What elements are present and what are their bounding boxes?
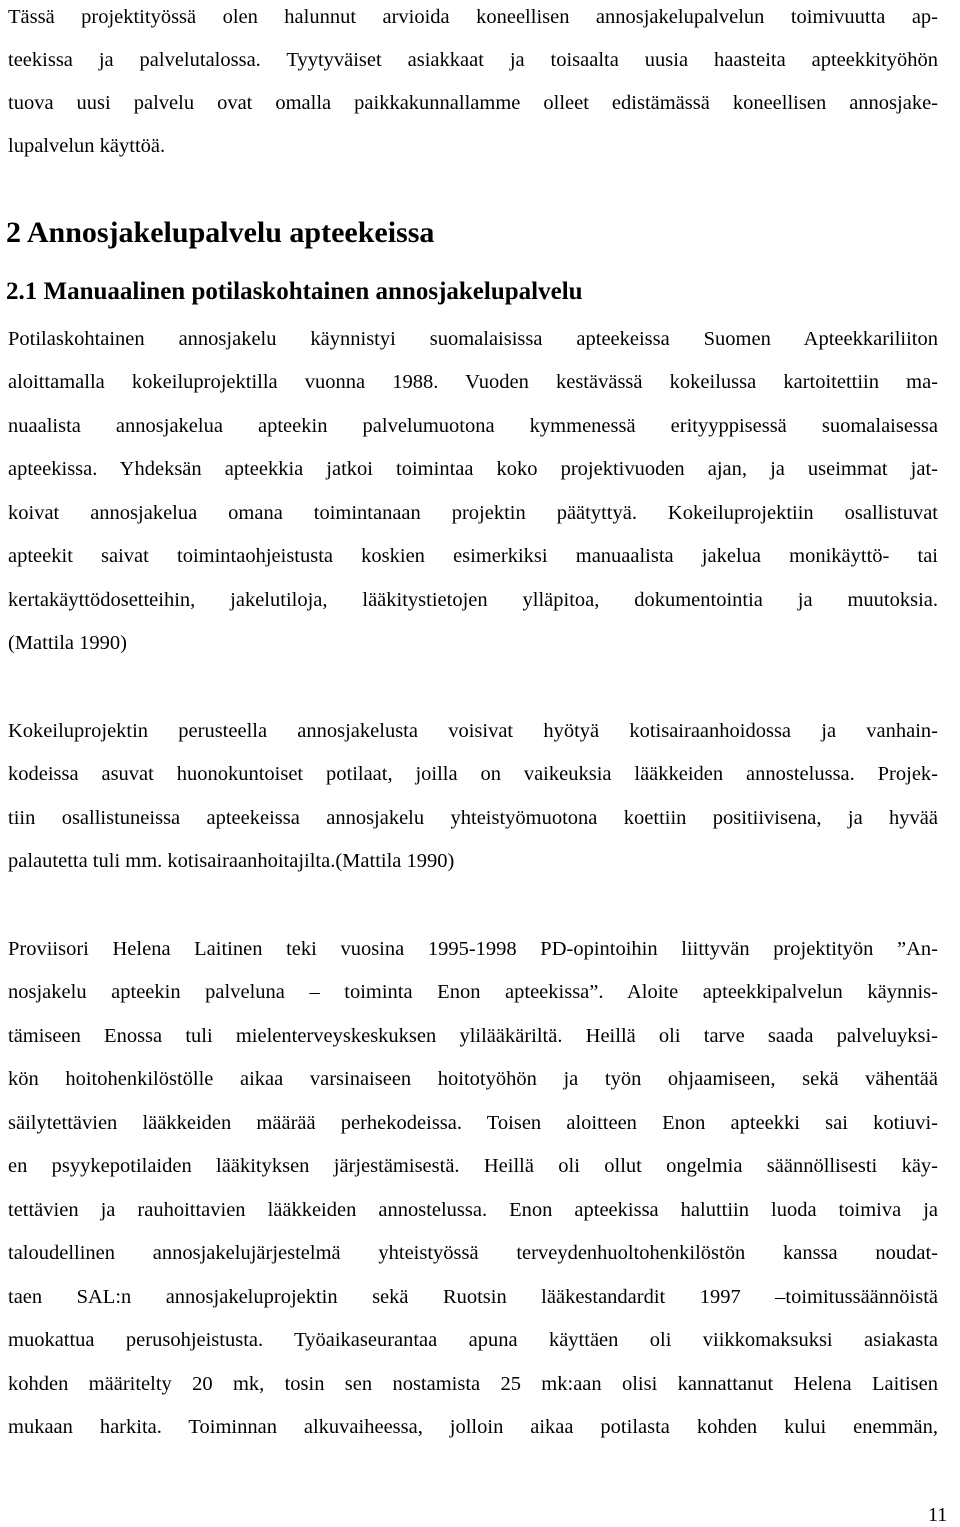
text-line: kertakäyttödosetteihin, jakelutiloja, lääkitystietojen ylläpitoa, dokumentointia ja muutoksia. bbox=[8, 589, 938, 611]
text-line: aloittamalla kokeiluprojektilla vuonna 1988. Vuoden kestävässä kokeilussa kartoitettiin ma- bbox=[8, 371, 938, 393]
text-line: Potilaskohtainen annosjakelu käynnistyi suomalaisissa apteekeissa Suomen Apteekkariliiton bbox=[8, 328, 938, 350]
section-heading: 2.1 Manuaalinen potilaskohtainen annosjakelupalvelu bbox=[6, 278, 583, 305]
text-line: tuova uusi palvelu ovat omalla paikkakunnallamme olleet edistämässä koneellisen annosjake- bbox=[8, 92, 938, 114]
text-line: apteekit saivat toimintaohjeistusta koskien esimerkiksi manuaalista jakelua monikäyttö- tai bbox=[8, 545, 938, 567]
text-line: kohden määritelty 20 mk, tosin sen nostamista 25 mk:aan olisi kannattanut Helena Laitisen bbox=[8, 1373, 938, 1395]
text-line: nuaalista annosjakelua apteekin palvelumuotona kymmenessä erityyppisessä suomalaisessa bbox=[8, 415, 938, 437]
text-line: tettävien ja rauhoittavien lääkkeiden annostelussa. Enon apteekissa haluttiin luoda toimiva ja bbox=[8, 1199, 938, 1221]
text-line: tiin osallistuneissa apteekeissa annosjakelu yhteistyömuotona koettiin positiivisena, ja hyvää bbox=[8, 807, 938, 829]
chapter-heading: 2 Annosjakelupalvelu apteekeissa bbox=[6, 216, 435, 249]
text-line: säilytettävien lääkkeiden määrää perhekodeissa. Toisen aloitteen Enon apteekki sai kotiuvi- bbox=[8, 1112, 938, 1134]
text-line: mukaan harkita. Toiminnan alkuvaiheessa, jolloin aikaa potilasta kohden kului enemmän, bbox=[8, 1416, 938, 1438]
text-line: taen SAL:n annosjakeluprojektin sekä Ruotsin lääkestandardit 1997 –toimitussäännöistä bbox=[8, 1286, 938, 1308]
text-line: nosjakelu apteekin palveluna – toiminta Enon apteekissa”. Aloite apteekkipalvelun käynnis- bbox=[8, 981, 938, 1003]
text-line: koivat annosjakelua omana toimintanaan projektin päätyttyä. Kokeiluprojektiin osallistuvat bbox=[8, 502, 938, 524]
text-line: lupalvelun käyttöä. bbox=[8, 135, 166, 157]
text-line: muokattua perusohjeistusta. Työaikaseurantaa apuna käyttäen oli viikkomaksuksi asiakasta bbox=[8, 1329, 938, 1351]
text-line: (Mattila 1990) bbox=[8, 632, 127, 654]
text-line: teekissa ja palvelutalossa. Tyytyväiset asiakkaat ja toisaalta uusia haasteita apteekkityöhön bbox=[8, 49, 938, 71]
text-line: palautetta tuli mm. kotisairaanhoitajilta.(Mattila 1990) bbox=[8, 850, 455, 872]
text-line: apteekissa. Yhdeksän apteekkia jatkoi toimintaa koko projektivuoden ajan, ja useimmat jat- bbox=[8, 458, 938, 480]
text-line: Proviisori Helena Laitinen teki vuosina 1995-1998 PD-opintoihin liittyvän projektityön ”An- bbox=[8, 938, 938, 960]
text-line: en psyykepotilaiden lääkityksen järjestämisestä. Heillä oli ollut ongelmia säännöllisesti käy- bbox=[8, 1155, 938, 1177]
text-line: Kokeiluprojektin perusteella annosjakelusta voisivat hyötyä kotisairaanhoidossa ja vanhain- bbox=[8, 720, 938, 742]
page-number: 11 bbox=[928, 1504, 948, 1526]
text-line: taloudellinen annosjakelujärjestelmä yhteistyössä terveydenhuoltohenkilöstön kanssa noudat- bbox=[8, 1242, 938, 1264]
text-line: kodeissa asuvat huonokuntoiset potilaat, joilla on vaikeuksia lääkkeiden annostelussa. Projek- bbox=[8, 763, 938, 785]
text-line: Tässä projektityössä olen halunnut arvioida koneellisen annosjakelupalvelun toimivuutta ap- bbox=[8, 6, 938, 28]
text-line: tämiseen Enossa tuli mielenterveyskeskuksen ylilääkäriltä. Heillä oli tarve saada palveluyksi- bbox=[8, 1025, 938, 1047]
text-line: kön hoitohenkilöstölle aikaa varsinaiseen hoitotyöhön ja työn ohjaamiseen, sekä vähentää bbox=[8, 1068, 938, 1090]
